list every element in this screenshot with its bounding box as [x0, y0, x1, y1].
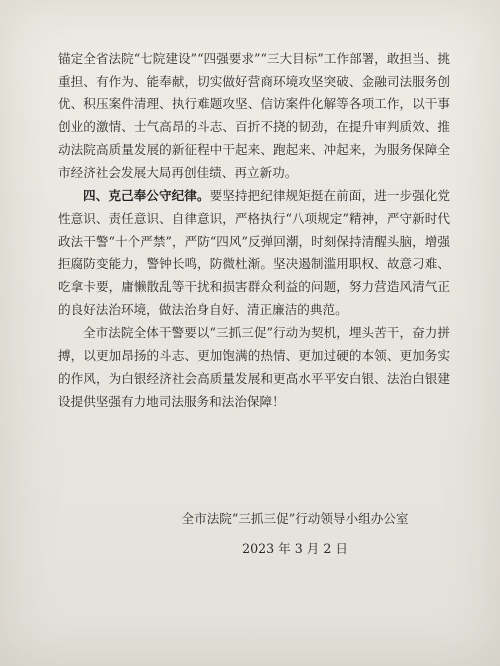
- continued-paragraph: 锚定全省法院“七院建设”“四强要求”“三大目标”工作部署，敢担当、挑重担、有作为、能奉献，切实做好营商环境攻坚突破、金融司法服务创优、积压案件清理、执行难题攻坚、信访案件化解等各项工作，以干事创业的激情、士气高昂的斗志、百折不挠的韧劲，在提升审判质效、推动法院高质量发展的新征程中干起来、跑起来、冲起来，为服务保障全市经济社会发展大局再创佳绩、再立新功。: [58, 51, 450, 180]
- section-four-text: 要坚持把纪律规矩挺在前面，进一步强化党性意识、责任意识、自律意识，严格执行“八项规定”精神，严守新时代政法干警“十个严禁”，严防“四风”反弹回潮，时刻保持清醒头脑，增强拒腐防变能力，警钟长鸣，防微杜渐。坚决遏制滥用职权、故意刁难、吃拿卡要，庸懒散乱等干扰和损害群众利益的问题，努力营造风清气正的良好法治环境，做法治身自好、清正廉洁的典范。: [58, 188, 451, 317]
- closing-paragraph: 全市法院全体干警要以“三抓三促”行动为契机，埋头苦干，奋力拼搏，以更加昂扬的斗志、更加饱满的热情、更加过硬的本领、更加务实的作风，为白银经济社会高质量发展和更高水平平安白银、法治白银建设提供坚强有力地司法服务和法治保障！: [58, 325, 450, 409]
- section-four-heading: 四、克己奉公守纪律。: [83, 188, 210, 204]
- signature-organization: 全市法院“三抓三促”行动领导小组办公室: [181, 511, 409, 526]
- section-four-paragraph: [58, 185, 450, 321]
- document-body: [58, 48, 450, 413]
- signature-date: 2023 年 3 月 2 日: [242, 541, 348, 556]
